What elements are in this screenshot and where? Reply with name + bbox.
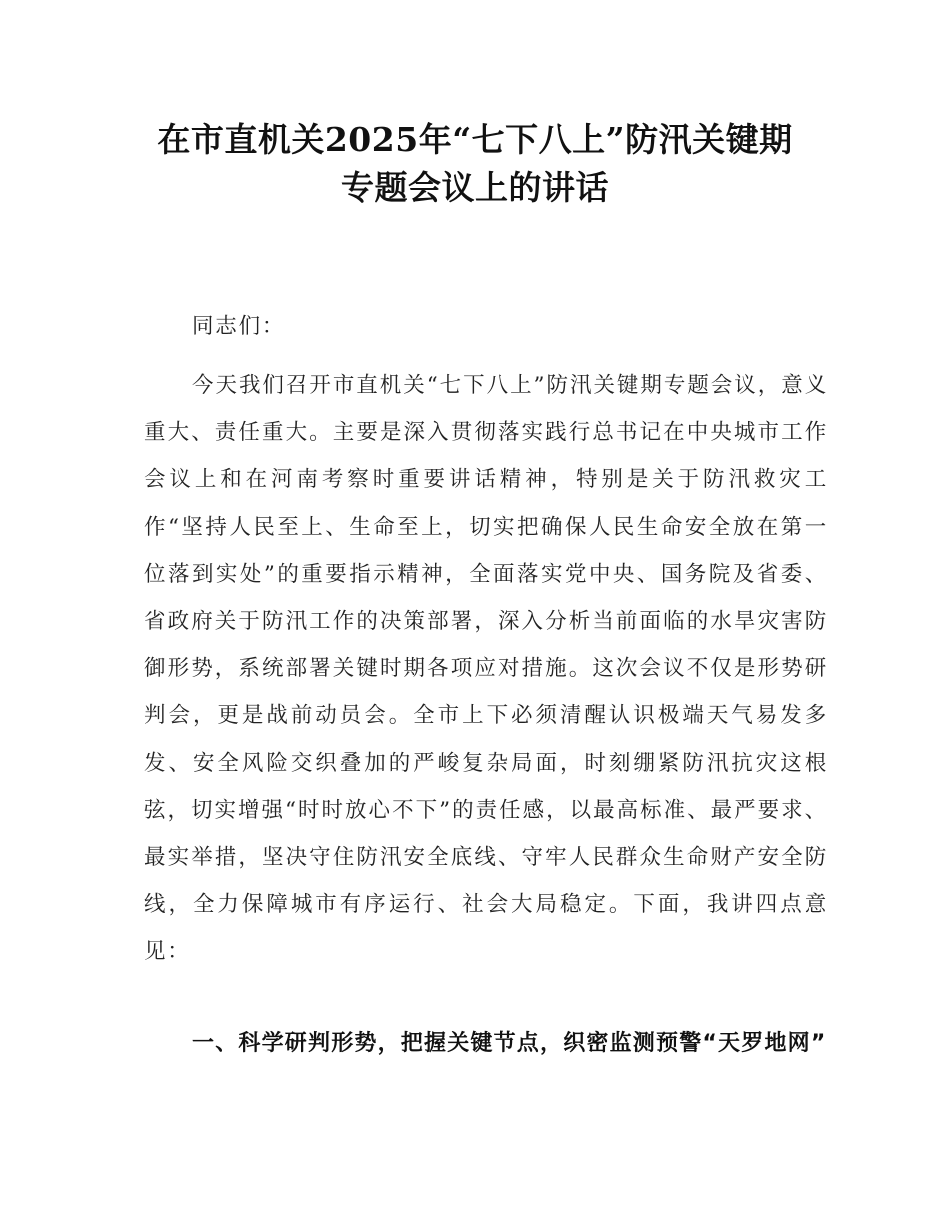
document-title-line-2: 专题会议上的讲话	[341, 168, 609, 207]
body-paragraph-1: 今天我们召开市直机关“七下八上”防汛关键期专题会议，意义重大、责任重大。主要是深入贯彻落实践行总书记在中央城市工作会议上和在河南考察时重要讲话精神，特别是关于防汛救灾工作“坚持人民至上、生命至上，切实把确保人民生命安全放在第一位落到实处”的重要指示精神，全面落实党中央、国务院及省委、省政府关于防汛工作的决策部署，深入分析当前面临的水旱灾害防御形势，系统部署关键时期各项应对措施。这次会议不仅是形势研判会，更是战前动员会。全市上下必须清醒认识极端天气易发多发、安全风险交织叠加的严峻复杂局面，时刻绷紧防汛抗灾这根弦，切实增强“时时放心不下”的责任感，以最高标准、最严要求、最实举措，坚决守住防汛安全底线、守牢人民群众生命财产安全防线，全力保障城市有序运行、社会大局稳定。下面，我讲四点意见：	[144, 373, 828, 965]
greeting: 同志们：	[192, 314, 286, 339]
section-heading-1: 一、科学研判形势，把握关键节点，织密监测预警“天罗地网”	[192, 1031, 827, 1056]
document-title-line-1: 在市直机关2025年“七下八上”防汛关键期	[157, 120, 793, 159]
